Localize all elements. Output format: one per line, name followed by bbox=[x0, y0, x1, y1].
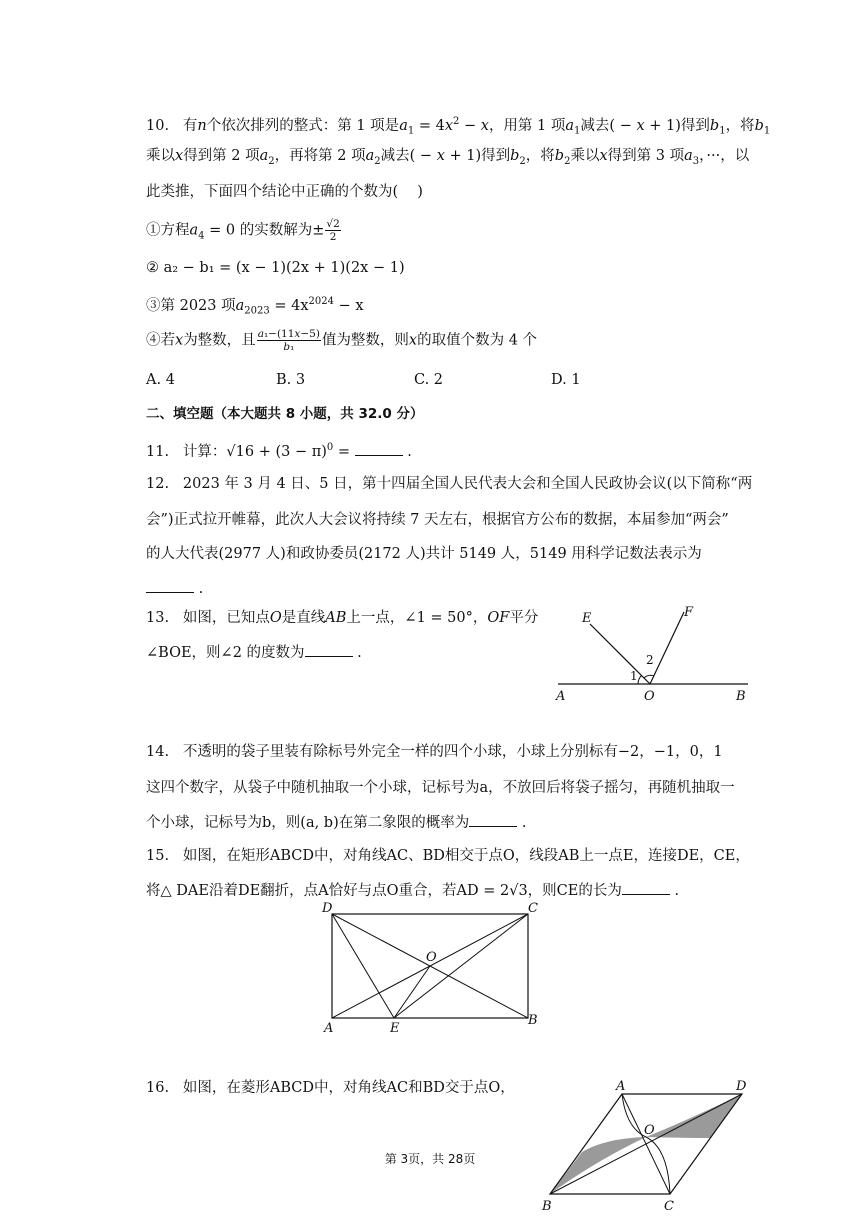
label-D: D bbox=[736, 1079, 747, 1094]
q11-number: 11. bbox=[146, 443, 170, 460]
label-A: A bbox=[324, 1021, 334, 1035]
q11: 11. 计算：$√16 + (3 - \pi)^0$ = . bbox=[146, 442, 412, 460]
q10-choice-c: C. 2 bbox=[414, 372, 444, 388]
q10-choice-d: D. 1 bbox=[551, 372, 581, 388]
q15-line1: 15. 如图，在矩形ABCD中，对角线AC、BD相交于点O，线段AB上一点E，连接DE，CE， bbox=[146, 848, 750, 864]
q12-line1: 12. 2023 年 3 月 4 日、5 日，第十四届全国人民代表大会和全国人民政协会议(以下简称“两 bbox=[146, 476, 753, 492]
q10-option-2: ② a₂ − b₁ = (x − 1)(2x + 1)(2x − 1) bbox=[146, 260, 405, 276]
q16-line1: 16. 如图，在菱形ABCD中，对角线AC和BD交于点O， bbox=[146, 1080, 515, 1096]
label-F: F bbox=[684, 605, 694, 620]
q12-line2: 会”)正式拉开帷幕，此次人大会议将持续 7 天左右，根据官方公布的数据，本届参加“两会” bbox=[146, 512, 729, 528]
q10-line1: 10. 有n个依次排列的整式：第 1 项是$a_1 = 4x^2 - x$，用第 1 项$a_1$减去( − x + 1)得到$b_1$，将$b_1$ bbox=[146, 116, 771, 137]
q13-figure-angle-diagram bbox=[550, 600, 760, 705]
q16-figure-rhombus bbox=[536, 1076, 758, 1216]
q10-option-4: ④若x为整数，且 $\frac{\text{a₁−(11x−5)}}{\text{b₁}}$ 值为整数，则x的取值个数为 4 个 bbox=[146, 328, 538, 353]
q15-figure-rectangle bbox=[318, 900, 548, 1035]
q10-option-1: ①方程$a_4 = 0$ 的实数解为± $\frac{√2}{2}$ bbox=[146, 218, 340, 243]
q15-line2: 将△ DAE沿着DE翻折，点A恰好与点O重合，若AD = 2√3，则CE的长为 . bbox=[146, 880, 679, 901]
q16-number: 16. bbox=[146, 1080, 170, 1096]
q13-line2: ∠BOE，则∠2 的度数为 . bbox=[146, 642, 362, 663]
q14-line1: 14. 不透明的袋子里装有除标号外完全一样的四个小球，小球上分别标有−2，−1，0，1 bbox=[146, 744, 723, 760]
q13-line1: 13. 如图，已知点O是直线AB上一点，∠1 = 50°，OF平分 bbox=[146, 610, 539, 626]
answer-blank bbox=[469, 812, 517, 827]
q10-number: 10. bbox=[146, 117, 170, 134]
q15-number: 15. bbox=[146, 848, 170, 864]
q10-choice-b: B. 3 bbox=[276, 372, 306, 388]
q13-number: 13. bbox=[146, 610, 170, 626]
label-A: A bbox=[556, 689, 566, 704]
q12-line3: 的人大代表(2977 人)和政协委员(2172 人)共计 5149 人，5149 用科学记数法表示为 bbox=[146, 546, 702, 562]
q10-line2: 乘以x得到第 2 项$a_2$，再将第 2 项$a_2$减去( − x + 1)得到$b_2$，将$b_2$乘以x得到第 3 项$a_3$，···，以 bbox=[146, 148, 750, 167]
page-footer: 第 3页，共 28页 bbox=[384, 1152, 476, 1166]
label-angle-1: 1 bbox=[630, 669, 638, 683]
q14-line2: 这四个数字，从袋子中随机抽取一个小球，记标号为a，不放回后将袋子摇匀，再随机抽取一 bbox=[146, 780, 735, 796]
section-heading-fill-blank: 二、填空题（本大题共 8 小题，共 32.0 分） bbox=[146, 406, 424, 422]
label-C: C bbox=[528, 901, 538, 916]
label-O: O bbox=[644, 689, 655, 704]
label-C: C bbox=[664, 1199, 674, 1214]
label-B: B bbox=[736, 689, 746, 704]
q12-line4: . bbox=[146, 578, 203, 599]
q12-number: 12. bbox=[146, 476, 170, 492]
label-E: E bbox=[390, 1021, 400, 1035]
q10-option-3: ③第 2023 项$a_{2023} = 4x^{2024} - x$ bbox=[146, 296, 364, 317]
label-A: A bbox=[616, 1079, 626, 1094]
label-D: D bbox=[322, 901, 333, 916]
q10-choice-a: A. 4 bbox=[146, 372, 175, 388]
label-O: O bbox=[426, 950, 437, 965]
answer-blank bbox=[622, 880, 670, 895]
answer-blank bbox=[146, 578, 194, 593]
label-O: O bbox=[644, 1123, 655, 1138]
label-B: B bbox=[528, 1013, 538, 1028]
q14-number: 14. bbox=[146, 744, 170, 760]
label-B: B bbox=[542, 1199, 552, 1214]
answer-blank bbox=[355, 441, 403, 456]
label-E: E bbox=[582, 611, 592, 626]
answer-blank bbox=[305, 642, 353, 657]
q14-line3: 个小球，记标号为b，则(a, b)在第二象限的概率为 . bbox=[146, 812, 526, 833]
q10-line3: 此类推，下面四个结论中正确的个数为( ) bbox=[146, 184, 423, 200]
label-angle-2: 2 bbox=[646, 653, 654, 667]
